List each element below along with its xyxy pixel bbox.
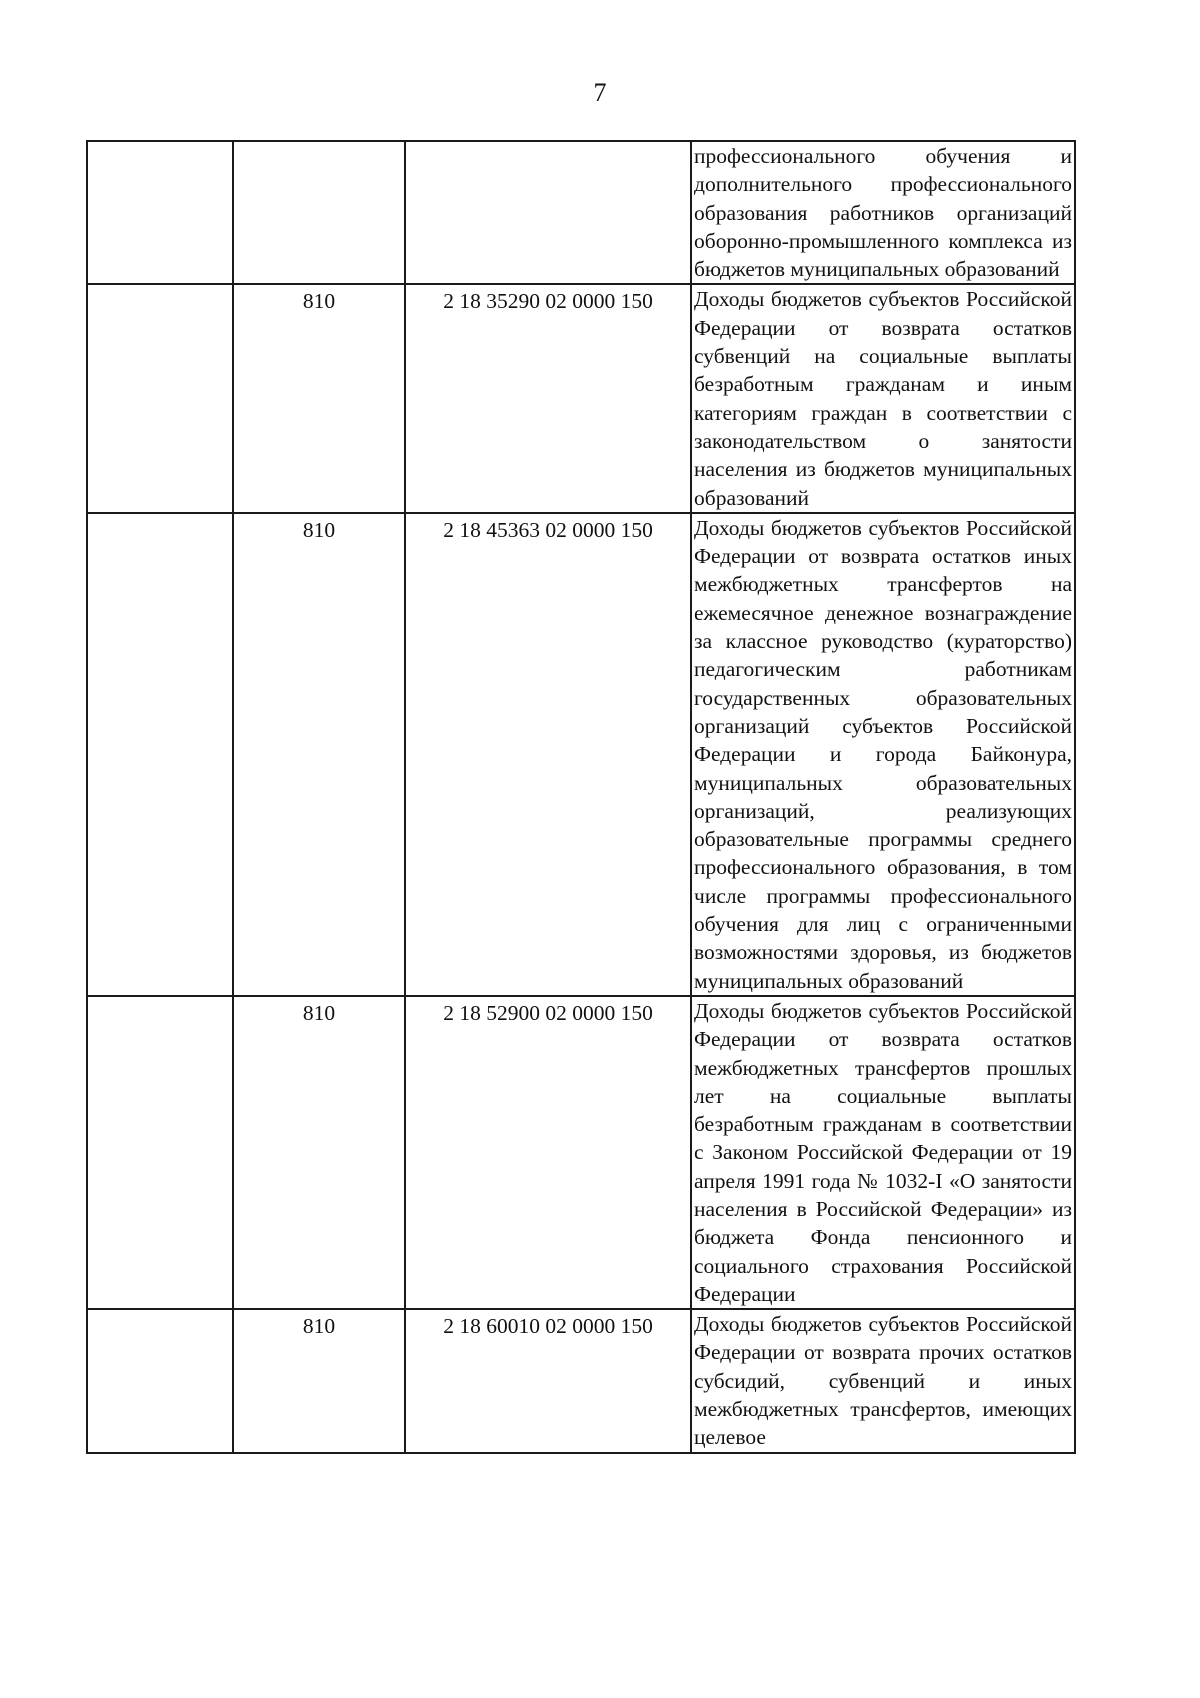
kbk-code-cell: 2 18 52900 02 0000 150 [405,996,691,1309]
admin-code-cell: 810 [233,513,405,996]
kbk-code-cell: 2 18 60010 02 0000 150 [405,1309,691,1452]
description-cell: Доходы бюджетов субъектов Российской Федерации от возврата прочих остатков субсидий, субвенций и иных межбюджетных трансфертов, имеющих целевое [691,1309,1075,1452]
kbk-code-cell: 2 18 45363 02 0000 150 [405,513,691,996]
table-row [87,996,1075,1309]
description-cell: профессионального обучения и дополнительного профессионального образования работников организаций оборонно-промышленного комплекса из бюджетов муниципальных образований [691,141,1075,284]
blank-cell [87,284,233,512]
table-row [87,1309,1075,1452]
admin-code-cell: 810 [233,1309,405,1452]
revenue-codes-table [86,140,1076,1454]
table-row [87,284,1075,512]
blank-cell [87,141,233,284]
table-row [87,513,1075,996]
admin-code-cell [233,141,405,284]
description-cell: Доходы бюджетов субъектов Российской Федерации от возврата остатков межбюджетных трансфертов прошлых лет на социальные выплаты безработным гражданам в соответствии с Законом Российской Федерации от 19 апреля 1991 года № 1032-I «О занятости населения в Российской Федерации» из бюджета Фонда пенсионного и социального страхования Российской Федерации [691,996,1075,1309]
kbk-code-cell: 2 18 35290 02 0000 150 [405,284,691,512]
kbk-code-cell [405,141,691,284]
blank-cell [87,513,233,996]
admin-code-cell: 810 [233,284,405,512]
blank-cell [87,1309,233,1452]
description-cell: Доходы бюджетов субъектов Российской Федерации от возврата остатков иных межбюджетных трансфертов на ежемесячное денежное вознаграждение за классное руководство (кураторство) педагогическим работникам государственных образовательных организаций субъектов Российской Федерации и города Байконура, муниципальных образовательных организаций, реализующих образовательные программы среднего профессионального образования, в том числе программы профессионального обучения для лиц с ограниченными возможностями здоровья, из бюджетов муниципальных образований [691,513,1075,996]
description-cell: Доходы бюджетов субъектов Российской Федерации от возврата остатков субвенций на социальные выплаты безработным гражданам и иным категориям граждан в соответствии с законодательством о занятости населения из бюджетов муниципальных образований [691,284,1075,512]
page-number: 7 [593,78,607,107]
admin-code-cell: 810 [233,996,405,1309]
table-row [87,141,1075,284]
blank-cell [87,996,233,1309]
